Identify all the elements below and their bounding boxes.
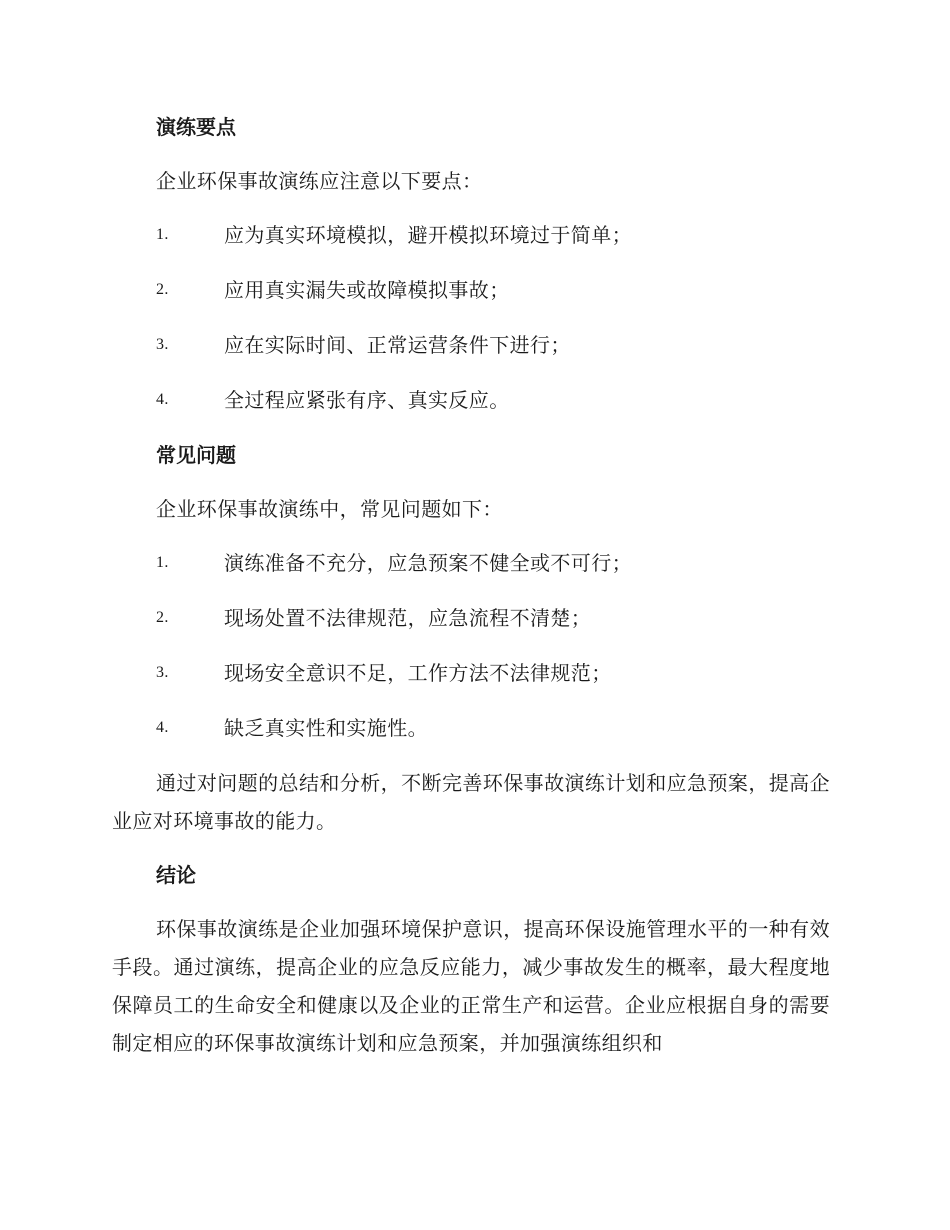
list-number: 1. [156, 554, 169, 571]
list-number: 2. [156, 609, 169, 626]
list-item [112, 709, 830, 747]
common-problems-list [112, 544, 830, 747]
list-item-text: 应用真实漏失或故障模拟事故； [224, 278, 510, 302]
list-number: 1. [156, 226, 169, 243]
document-page [112, 108, 830, 1078]
list-item [112, 381, 830, 419]
list-item [112, 271, 830, 309]
list-item [112, 599, 830, 637]
list-number: 4. [156, 391, 169, 408]
drill-points-list [112, 216, 830, 419]
list-item-text: 现场安全意识不足，工作方法不法律规范； [224, 661, 612, 685]
list-item-text: 现场处置不法律规范，应急流程不清楚； [224, 606, 592, 630]
list-item-text: 应为真实环境模拟，避开模拟环境过于简单； [224, 223, 632, 247]
section-heading-conclusion: 结论 [156, 863, 196, 887]
section-outro: 通过对问题的总结和分析，不断完善环保事故演练计划和应急预案，提高企业应对环境事故的能力。 [112, 771, 830, 833]
section-heading-common-problems: 常见问题 [156, 443, 236, 467]
conclusion-body: 环保事故演练是企业加强环境保护意识，提高环保设施管理水平的一种有效手段。通过演练，提高企业的应急反应能力，减少事故发生的概率，最大程度地保障员工的生命安全和健康以及企业的正常生产和运营。企业应根据自身的需要制定相应的环保事故演练计划和应急预案，并加强演练组织和 [112, 917, 830, 1055]
list-item [112, 654, 830, 692]
list-item-text: 缺乏真实性和实施性。 [224, 716, 428, 740]
list-number: 3. [156, 336, 169, 353]
list-item-text: 应在实际时间、正常运营条件下进行； [224, 333, 571, 357]
list-item-text: 全过程应紧张有序、真实反应。 [224, 388, 510, 412]
list-item [112, 216, 830, 254]
list-number: 4. [156, 719, 169, 736]
list-number: 3. [156, 664, 169, 681]
section-intro: 企业环保事故演练中，常见问题如下： [156, 497, 503, 521]
list-item-text: 演练准备不充分，应急预案不健全或不可行； [224, 551, 632, 575]
section-intro: 企业环保事故演练应注意以下要点： [156, 169, 483, 193]
list-item [112, 544, 830, 582]
section-heading-drill-points: 演练要点 [156, 115, 236, 139]
list-item [112, 326, 830, 364]
list-number: 2. [156, 281, 169, 298]
